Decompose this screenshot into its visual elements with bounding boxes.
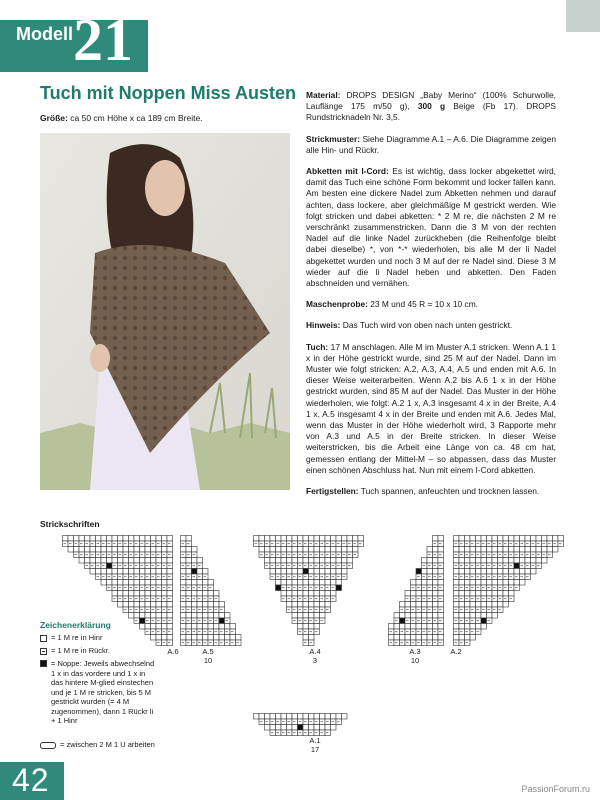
- chart-a5-label: A.5: [202, 647, 214, 656]
- hinweis-paragraph: Hinweis: Das Tuch wird von oben nach unten gestrickt.: [306, 320, 513, 331]
- corner-tab: [566, 0, 600, 32]
- instructions-column: [306, 90, 556, 507]
- dash-square-icon: [40, 648, 47, 655]
- chart-a1-count: 17: [310, 745, 320, 754]
- material-paragraph: Material: DROPS DESIGN „Baby Merino“ (100% Schurwolle, Lauflänge 175 m/50 g), 300 g Beige (Fb 17). DROPS Rundstricknadeln Nr. 3,5.: [306, 90, 556, 123]
- legend-title: Zeichenerklärung: [40, 620, 111, 630]
- chart-a1: [253, 713, 348, 736]
- legend-item-knit-ws: = 1 M re in Rückr.: [40, 646, 110, 656]
- shawl-photo-illustration: [40, 133, 290, 490]
- chart-a1-label: A.1: [309, 736, 321, 745]
- chart-a3: [388, 535, 444, 646]
- chart-a4-label: A.4: [309, 647, 321, 656]
- chart-a6-label: A.6: [167, 647, 179, 656]
- chart-a2-label: A.2: [450, 647, 462, 656]
- chart-a3-label: A.3: [409, 647, 421, 656]
- legend-item-bobble: = Noppe: Jeweils abwechselnd 1 x in das vordere und 1 x in das hintere M-glied einstechen und je 1 M re stricken, bis 5 M gestrickt wurden (= 4 M zugenommen), dann 1 Rückr li + 1 Hinr: [40, 659, 158, 726]
- chart-a3-count: 10: [410, 656, 420, 665]
- chart-a4-count: 3: [312, 656, 318, 665]
- chart-a5-count: 10: [203, 656, 213, 665]
- empty-square-icon: [40, 635, 47, 642]
- watermark: PassionForum.ru: [521, 784, 590, 794]
- chart-a4: [253, 535, 364, 646]
- fertigstellen-paragraph: Fertigstellen: Tuch spannen, anfeuchten und trocknen lassen.: [306, 486, 540, 497]
- shawl-photo: [40, 133, 290, 490]
- abketten-paragraph: Abketten mit I-Cord: Es ist wichtig, dass locker abgekettet wird, damit das Tuch eine schöne Form bekommt und locker fallen kann. Am besten eine dickere Nadel zum Abketten nehmen und darauf achten, dass lockere, aber gleichmäßige M gestrickt werden. Wie folgt stricken und dabei abketten: * 2 M re, die nächsten 2 M re verschränkt zusammenstricken. Dann die 3 M von der rechten Nadel auf die linke Nadel zurückheben (die Reihenfolge bleibt dabei dieselbe) *, von *-* wiederholen, bis alle M der li Nadel abgekettet wurden und noch 3 M auf der re Nadel sind. Diese 3 M wieder auf die li Nadel heben und abketten. Den Faden abschneiden und vernähen.: [306, 166, 556, 289]
- filled-square-icon: [40, 660, 47, 667]
- page-number: 42: [12, 762, 50, 798]
- legend-item-yo: = zwischen 2 M 1 U arbeiten: [40, 740, 155, 750]
- size-line: Größe: ca 50 cm Höhe x ca 189 cm Breite.: [40, 113, 203, 123]
- icord-icon: [40, 742, 56, 749]
- strickschriften-heading: Strickschriften: [40, 519, 100, 529]
- chart-a5: [180, 535, 247, 646]
- chart-a2: [453, 535, 564, 646]
- maschenprobe-paragraph: Maschenprobe: 23 M und 45 R = 10 x 10 cm.: [306, 299, 479, 310]
- page-title: Tuch mit Noppen Miss Austen: [40, 83, 297, 103]
- modell-label: Modell: [16, 24, 73, 44]
- modell-number: 21: [73, 7, 133, 73]
- legend-item-knit: = 1 M re in Hinr: [40, 633, 102, 643]
- strickmuster-paragraph: Strickmuster: Siehe Diagramme A.1 – A.6. Die Diagramme zeigen alle Hin- und Rückr.: [306, 133, 557, 155]
- tuch-paragraph: Tuch: 17 M anschlagen. Alle M im Muster A.1 stricken. Wenn A.1 1 x in der Höhe gestrickt wurde, sind 25 M auf der Nadel. Dann im Muster wie folgt stricken: A.2, A.3, A.4, A.5 und enden mit A.6. In dieser Weise weiterarbeiten. Wenn A.2 bis A.6 1 x in der Höhe gestrickt wurden, sind 85 M auf der Nadel. Das Muster in der Höhe wiederholen, wie folgt: A.2 1 x, A.3 insgesamt 4 x in der Breite, A.4 1 x, A.5 insgesamt 4 x in der Breite und enden mit A.6. Jedes Mal, wenn das Muster in der Höhe wiederholt wird, 3 Rapporte mehr von A.3 und A.5 in der Breite stricken. In dieser Weise weiterstricken, bis die Arbeit eine Länge von ca. 48 cm hat, gemessen entlang der Mittel-M – so abpassen, dass das Muster einen schönen Abschluss hat. Nun mit einem I-Cord abketten.: [306, 341, 557, 475]
